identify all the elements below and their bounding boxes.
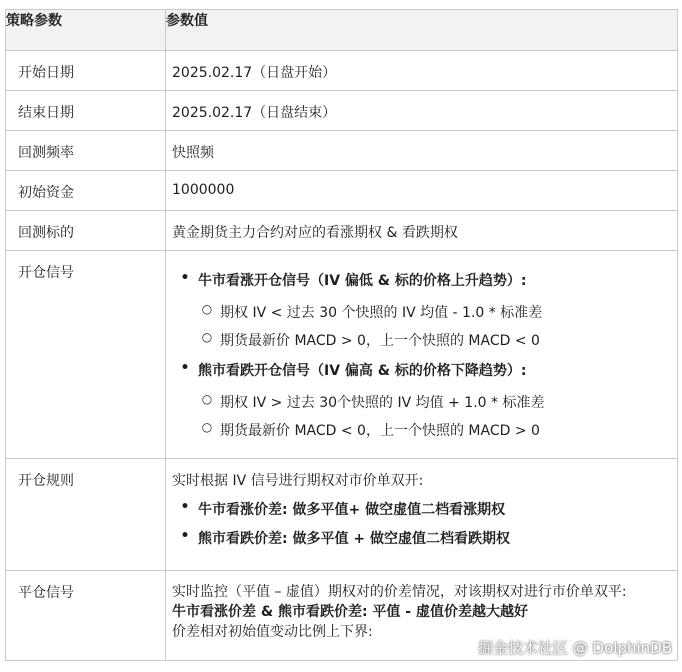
table-row [6,51,678,91]
row-value: 快照频 [166,131,678,171]
close-signal-line3: 价差相对初始值变动比例上下界: [172,624,373,640]
bullet-icon: • [180,360,190,376]
bullet-icon: • [180,270,190,286]
row-key: 开仓规则 [6,459,166,571]
bullet-icon: • [180,499,190,515]
strategy-params-table [5,9,678,661]
open-rule-cell [166,459,678,571]
circle-bullet-icon: ○ [201,420,213,434]
row-value: 黄金期货主力合约对应的看涨期权 & 看跌期权 [166,211,678,251]
bull-condition-item: ○ 期货最新价 MACD > 0，上一个快照的 MACD < 0 [194,330,677,352]
row-value: 2025.02.17（日盘开始） [166,51,678,91]
table-row-open-signal [6,251,678,459]
table-row [6,171,678,211]
bear-condition-item: ○ 期货最新价 MACD < 0，上一个快照的 MACD > 0 [194,420,677,442]
bear-spread-item: • 熊市看跌价差: 做多平值 + 做空虚值二档看跌期权 [172,528,677,550]
table-row-open-rule [6,459,678,571]
row-key: 开始日期 [6,51,166,91]
bull-spread-item: • 牛市看涨价差: 做多平值+ 做空虚值二档看涨期权 [172,499,677,521]
table-row [6,131,678,171]
bull-signal-item: • 牛市看涨开仓信号（IV 偏低 & 标的价格上升趋势）: [172,270,677,292]
table-header-row [6,10,678,51]
row-key: 回测标的 [6,211,166,251]
bear-condition-item: ○ 期权 IV > 过去 30个快照的 IV 均值 + 1.0 * 标准差 [194,392,677,414]
watermark: 掘金技术社区 @ DolphinDB [478,639,672,657]
row-value: 1000000 [166,171,678,211]
header-param-value: 参数值 [166,10,678,51]
table-row [6,91,678,131]
row-key: 回测频率 [6,131,166,171]
bear-signal-item: • 熊市看跌开仓信号（IV 偏高 & 标的价格下降趋势）: [172,360,677,382]
bullet-icon: • [180,528,190,544]
row-key: 开仓信号 [6,251,166,459]
header-param-name: 策略参数 [6,10,166,51]
bull-condition-item: ○ 期权 IV < 过去 30 个快照的 IV 均值 - 1.0 * 标准差 [194,302,677,324]
circle-bullet-icon: ○ [201,330,213,344]
row-key: 结束日期 [6,91,166,131]
circle-bullet-icon: ○ [201,392,213,406]
open-signal-cell [166,251,678,459]
row-value: 2025.02.17（日盘结束） [166,91,678,131]
row-key: 初始资金 [6,171,166,211]
row-key: 平仓信号 [6,571,166,661]
circle-bullet-icon: ○ [201,302,213,316]
close-signal-line2: 牛市看涨价差 & 熊市看跌价差: 平值 - 虚值价差越大越好 [172,604,528,620]
open-rule-intro: 实时根据 IV 信号进行期权对市价单双开: [172,473,424,489]
close-signal-line1: 实时监控（平值 – 虚值）期权对的价差情况，对该期权对进行市价单双平: [172,584,627,600]
table-row [6,211,678,251]
